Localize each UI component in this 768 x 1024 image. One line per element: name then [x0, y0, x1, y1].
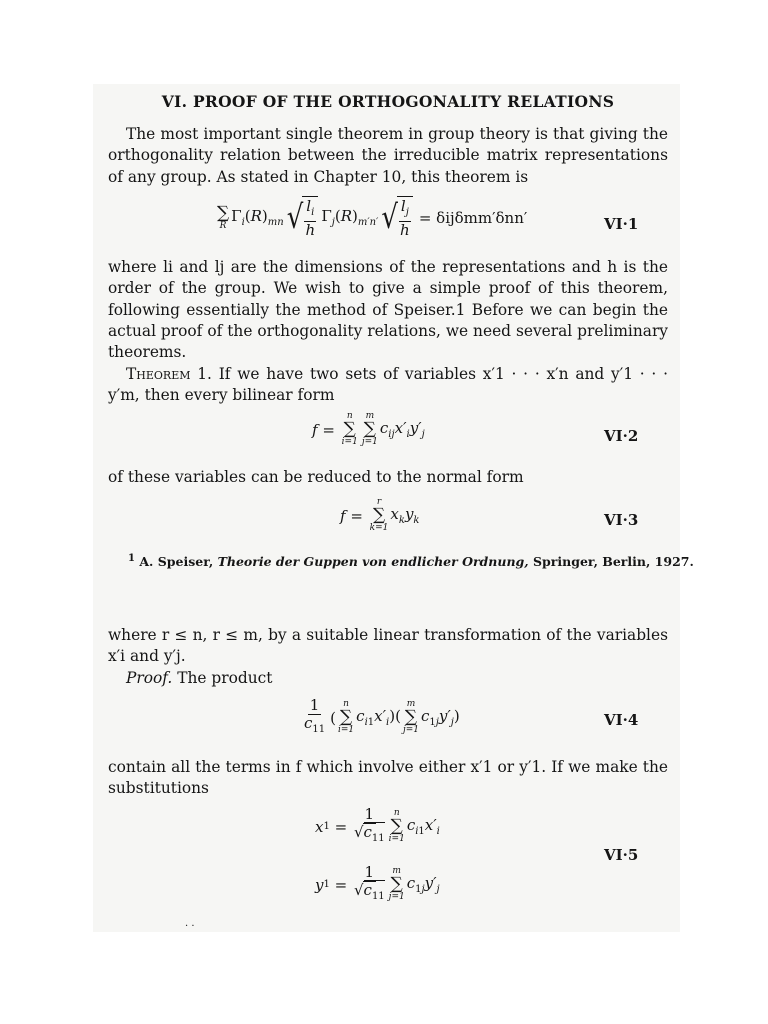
- proof: [108, 668, 668, 689]
- paragraph-1: The most important single theorem in group theory is that giving the orthogonality relation between the irreducible matrix representations of any group. As stated in Chapter 10, this theorem is: [108, 125, 668, 186]
- equation-vi-1-rhs: = δijδmm′δnn′: [418, 208, 528, 227]
- footnote-work: Theorie der Guppen von endlicher Ordnung,: [217, 554, 529, 570]
- footnote-marker: 1: [128, 553, 135, 564]
- proof-heading: Proof.: [126, 669, 173, 687]
- theorem-1: [108, 364, 668, 407]
- paragraph-2: where li and lj are the dimensions of the representations and h is the order of the group. We wish to give a simple proof of this theorem, following essentially the method of Speiser.1 Before we can begin the actual proof of the orthogonality relations, we need several preliminary theorems.: [108, 258, 668, 362]
- equation-number-vi-1: VI·1: [604, 215, 639, 233]
- equation-vi-3: f = r ∑ k=1 $x_ky_k$: [340, 497, 420, 533]
- equation-number-vi-3: VI·3: [604, 511, 639, 529]
- section-title: VI. PROOF OF THE ORTHOGONALITY RELATIONS: [161, 92, 615, 111]
- equation-number-vi-4: VI·4: [604, 711, 639, 729]
- footnote-author: A. Speiser,: [139, 554, 214, 570]
- theorem-text: If we have two sets of variables x′1 · · · x′n and y′1 · · · y′m, then every bilinear form: [108, 365, 668, 405]
- equation-vi-4: $\frac{1}{c_{11}}$ ( n ∑ i=1 $c_{i1}x'_i$)( m ∑ j=1 $c_{1j}y'_j$): [304, 696, 460, 735]
- equation-vi-5-x: x 1 = $\frac{1}{√c_{11}}$ n ∑ i=1 $c_{i1}x'_i$: [315, 805, 440, 844]
- theorem-heading: Theorem 1.: [126, 365, 212, 383]
- footnote-publisher: Springer, Berlin, 1927.: [533, 554, 694, 570]
- paragraph-3: of these variables can be reduced to the normal form: [108, 468, 524, 486]
- equation-vi-5-y: y 1 = $\frac{1}{√c_{11}}$ m ∑ j=1 $c_{1j}y'_j$: [315, 863, 440, 902]
- scan-speck: · ·: [185, 921, 195, 932]
- paragraph-5: contain all the terms in f which involve either x′1 or y′1. If we make the substitutions: [108, 758, 668, 798]
- equation-number-vi-5: VI·5: [604, 846, 639, 864]
- footnote: [128, 553, 694, 569]
- proof-text: The product: [177, 669, 273, 687]
- paragraph-4: where r ≤ n, r ≤ m, by a suitable linear transformation of the variables x′i and y′j.: [108, 626, 668, 666]
- equation-vi-2: f = n ∑ i=1 m ∑ j=1 $c_{ij}x'_iy'_j$: [312, 411, 425, 447]
- equation-vi-1: ∑ R $\Gamma_i(R)_{mn}$ √ $\frac{l_i}{h}$ $\Gamma_j(R)_{m'n'}$ √ $\frac{l_j}{h}$ = δijδmm′δnn′: [217, 197, 528, 239]
- equation-number-vi-2: VI·2: [604, 427, 639, 445]
